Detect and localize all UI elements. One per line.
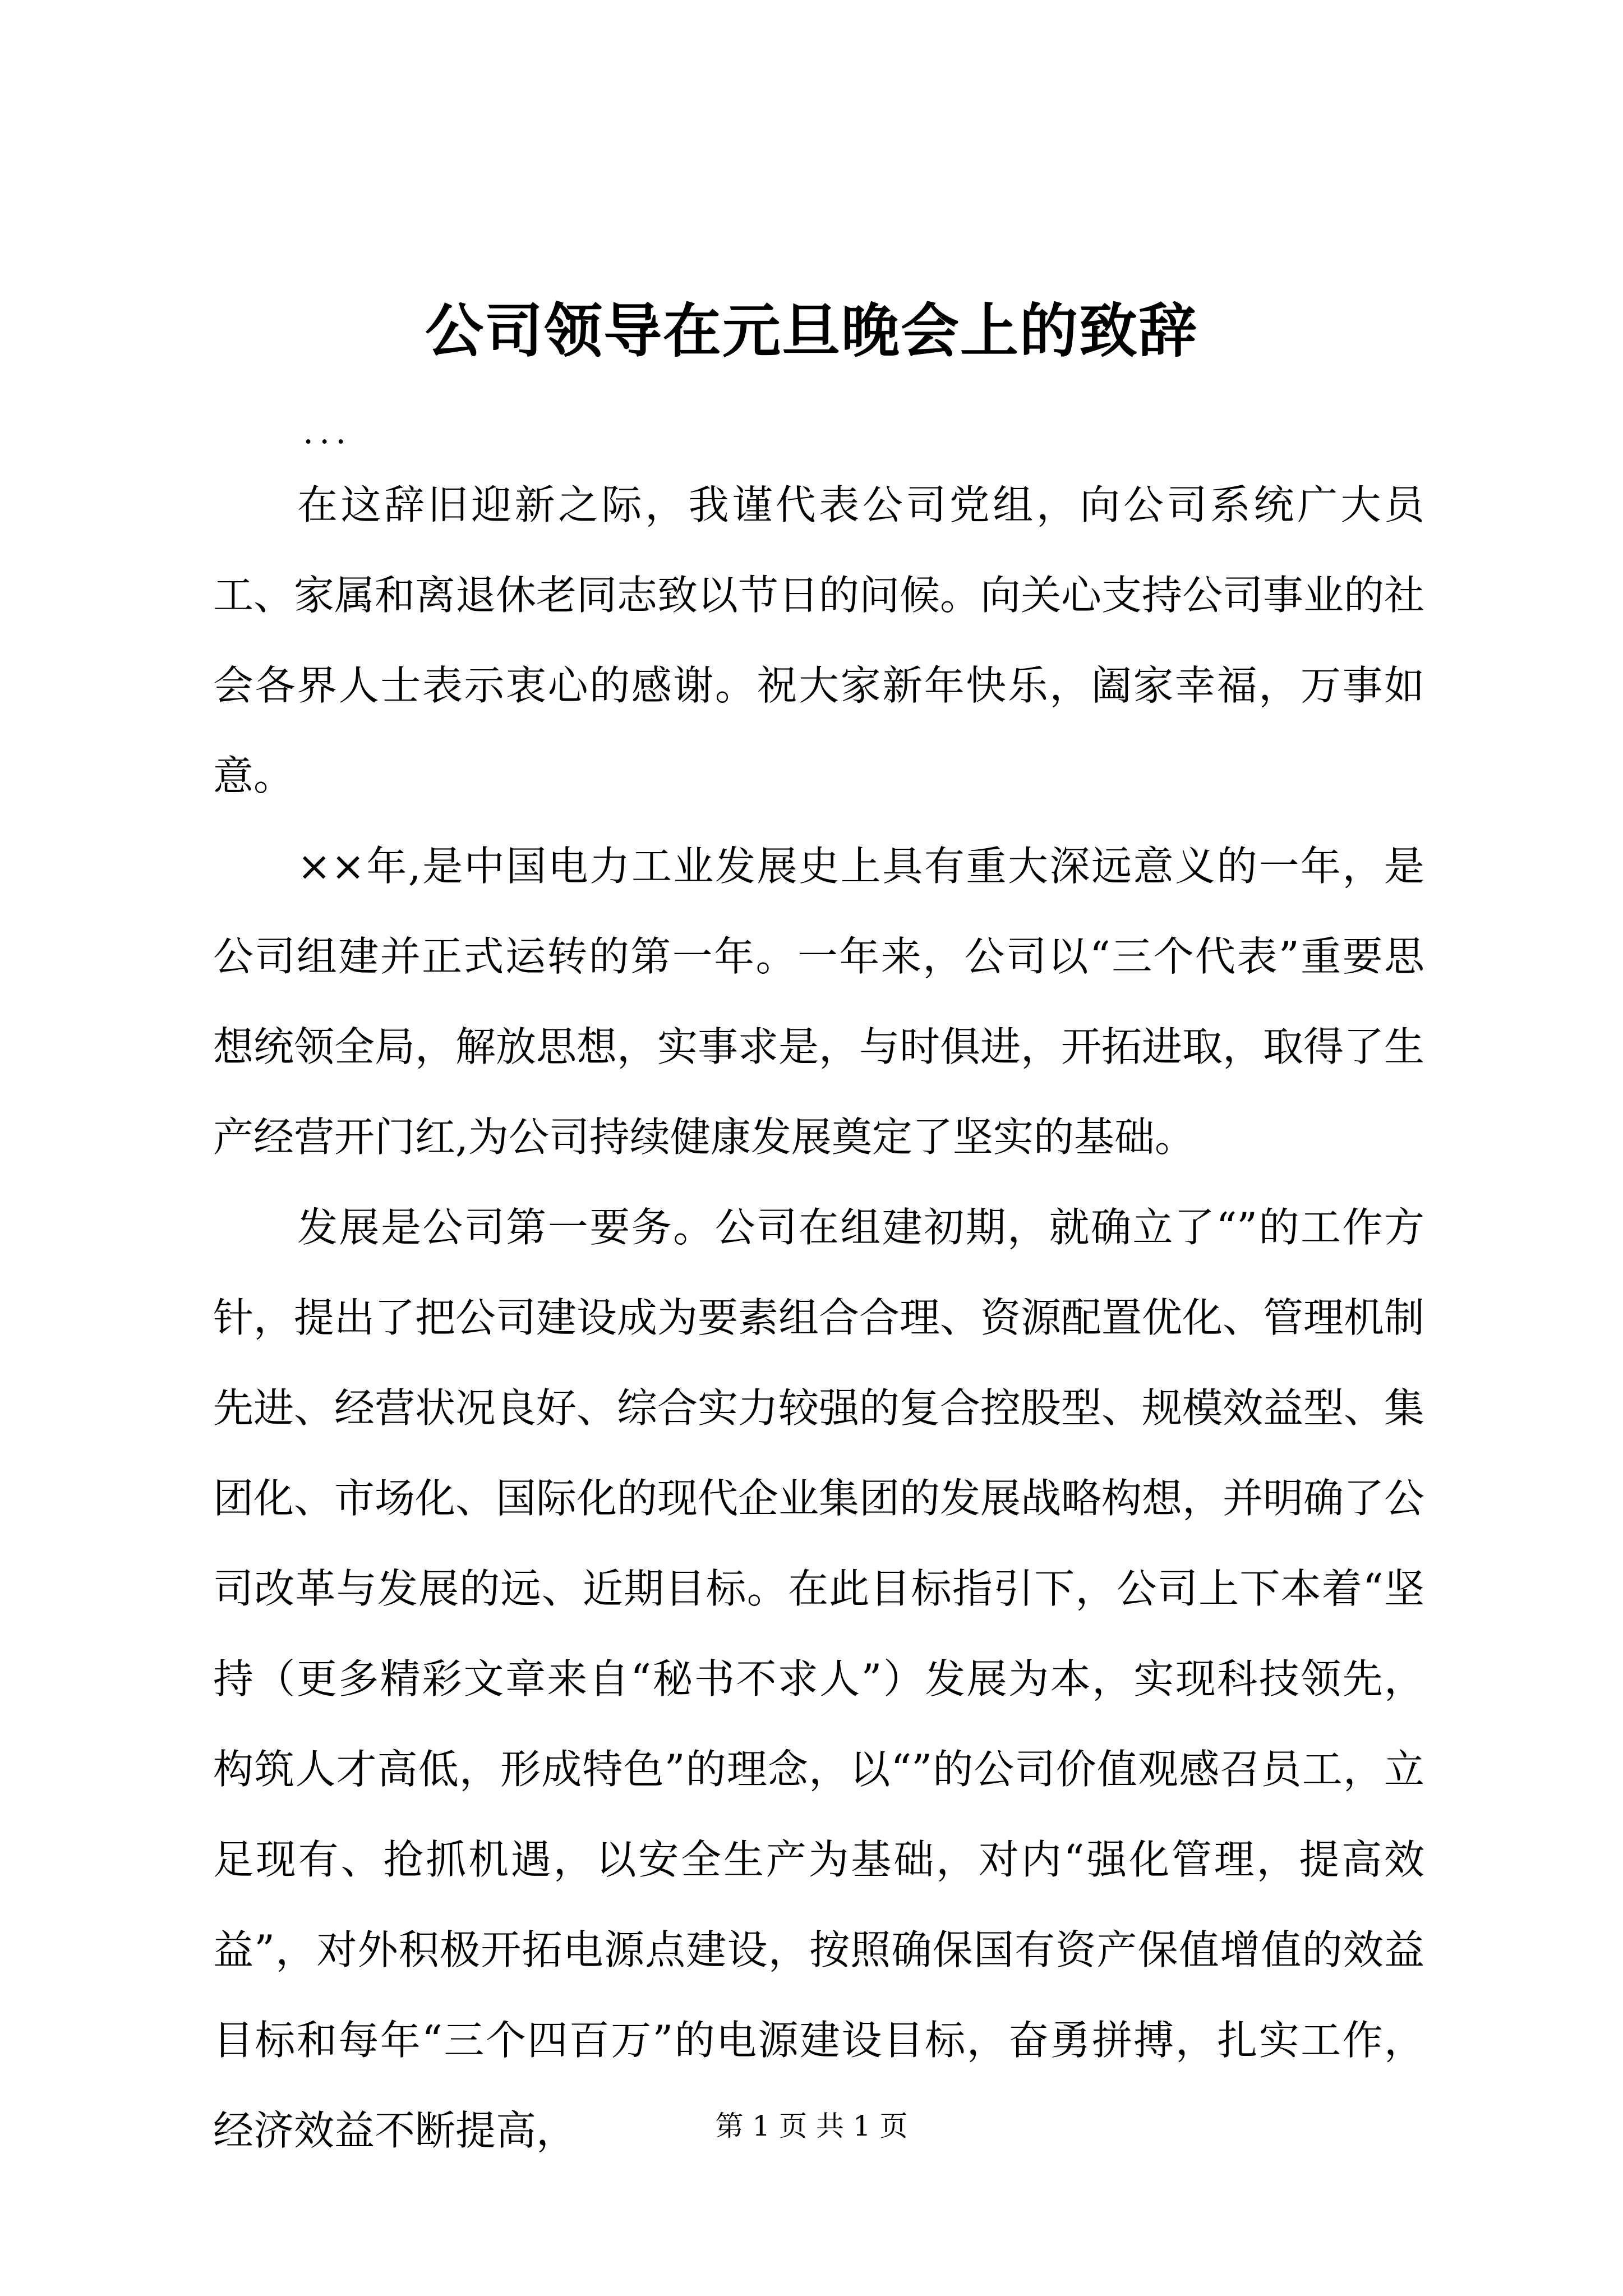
paragraph-year-review: ××年,是中国电力工业发展史上具有重大深远意义的一年，是公司组建并正式运转的第一年。一年来，公司以“三个代表”重要思想统领全局，解放思想，实事求是，与时俱进，开拓进取，取得了生产经营开门红,为公司持续健康发展奠定了坚实的基础。 [213, 843, 1425, 1161]
ellipsis-marker: ... [303, 412, 352, 452]
document-body [213, 460, 1424, 2176]
paragraph-development: 发展是公司第一要务。公司在组建初期，就确立了“”的工作方针，提出了把公司建设成为要素组合合理、资源配置优化、管理机制先进、经营状况良好、综合实力较强的复合控股型、规模效益型、集团化、市场化、国际化的现代企业集团的发展战略构想，并明确了公司改革与发展的远、近期目标。在此目标指引下，公司上下本着“坚持（更多精彩文章来自“秘书不求人”）发展为本，实现科技领先，构筑人才高低，形成特色”的理念，以“”的公司价值观感召员工，立足现有、抢抓机遇，以安全生产为基础，对内“强化管理，提高效益”，对外积极开拓电源点建设，按照确保国有资产保值增值的效益目标和每年“三个四百万”的电源建设目标，奋勇拼搏，扎实工作，经济效益不断提高， [213, 1204, 1425, 2154]
document-title: 公司领导在元旦晚会上的致辞 [425, 296, 1198, 365]
page-footer: 第 1 页 共 1 页 [715, 2110, 908, 2142]
paragraph-greeting: 在这辞旧迎新之际，我谨代表公司党组，向公司系统广大员工、家属和离退休老同志致以节日的问候。向关心支持公司事业的社会各界人士表示衷心的感谢。祝大家新年快乐，阖家幸福，万事如意。 [213, 481, 1425, 799]
